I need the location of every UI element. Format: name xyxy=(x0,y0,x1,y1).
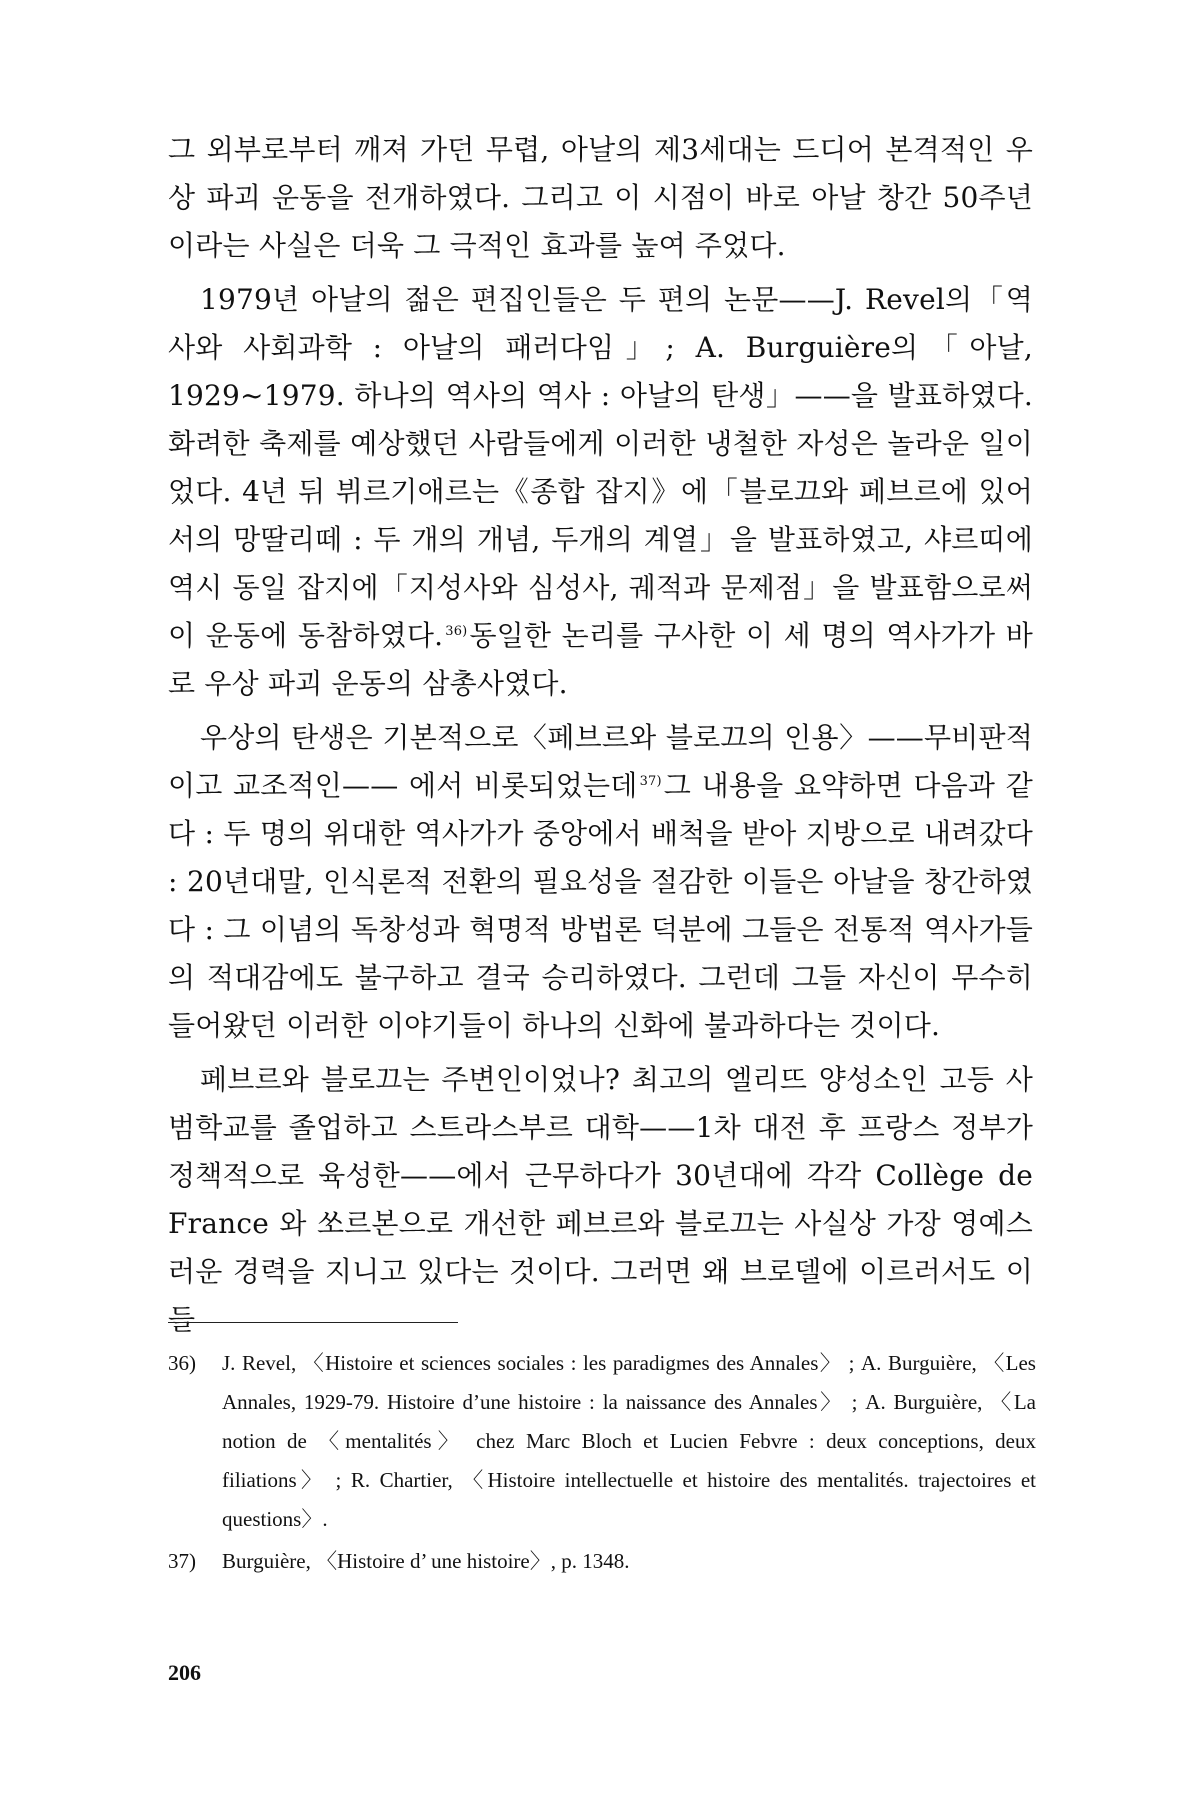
paragraph-3-text-after: 그 내용을 요약하면 다음과 같다 : 두 명의 위대한 역사가가 중앙에서 배척을 받아 지방으로 내려갔다 : 20년대말, 인식론적 전환의 필요성을 절감한 이들은 아날을 창간하였다 : 그 이념의 독창성과 혁명적 방법론 덕분에 그들은 전통적 역사가들의 적대감에도 불구하고 결국 승리하였다. 그런데 그들 자신이 무수히 들어왔던 이러한 이야기들이 하나의 신화에 불과하다는 것이다. xyxy=(168,769,1033,1042)
paragraph-4-text: 페브르와 블로끄는 주변인이었나? 최고의 엘리뜨 양성소인 고등 사범학교를 졸업하고 스트라스부르 대학——1차 대전 후 프랑스 정부가 정책적으로 육성한——에서 근무하다가 30년대에 각각 Collège de France 와 쏘르본으로 개선한 페브르와 블로끄는 사실상 가장 영예스러운 경력을 지니고 있다는 것이다. 그러면 왜 브로델에 이르러서도 이들 xyxy=(168,1063,1033,1336)
footnotes xyxy=(168,1344,1036,1584)
footnote-text: Burguière, 〈Histoire d’ une histoire〉, p. 1348. xyxy=(222,1549,630,1573)
footnote-number: 36) xyxy=(168,1351,196,1375)
paragraph-4 xyxy=(168,1056,1033,1344)
footnote-text: J. Revel, 〈Histoire et sciences sociales : les paradigmes des Annales〉 ; A. Burguière, 〈Les Annales, 1929-79. Histoire d’une histoire : la naissance des Annales〉 ; A. Burguière, 〈La notion de 〈mentalités〉 chez Marc Bloch et Lucien Febvre : deux conceptions, deux filiations〉 ; R. Chartier, 〈Histoire intellectuelle et histoire des mentalités. trajectoires et questions〉. xyxy=(222,1351,1036,1531)
footnote-divider xyxy=(168,1322,458,1323)
footnote-number: 37) xyxy=(168,1549,196,1573)
footnote-37 xyxy=(168,1542,1036,1581)
footnote-36 xyxy=(168,1344,1036,1539)
paragraph-2 xyxy=(168,276,1033,708)
page-number: 206 xyxy=(168,1660,201,1685)
footnote-ref-37[interactable]: 37) xyxy=(639,773,662,789)
paragraph-3 xyxy=(168,714,1033,1050)
paragraph-2-text-after: 동일한 논리를 구사한 이 세 명의 역사가가 바로 우상 파괴 운동의 삼총사였다. xyxy=(168,619,1033,700)
footnote-ref-36[interactable]: 36) xyxy=(445,623,468,639)
paragraph-1-text: 그 외부로부터 깨져 가던 무렵, 아날의 제3세대는 드디어 본격적인 우상 파괴 운동을 전개하였다. 그리고 이 시점이 바로 아날 창간 50주년이라는 사실은 더욱 그 극적인 효과를 높여 주었다. xyxy=(168,133,1033,262)
main-text xyxy=(168,126,1033,1350)
paragraph-2-text: 1979년 아날의 젊은 편집인들은 두 편의 논문——J. Revel의「역사와 사회과학 : 아날의 패러다임」; A. Burguière의「아날, 1929~1979. 하나의 역사의 역사 : 아날의 탄생」——을 발표하였다. 화려한 축제를 예상했던 사람들에게 이러한 냉철한 자성은 놀라운 일이었다. 4년 뒤 뷔르기애르는《종합 잡지》에「블로끄와 페브르에 있어서의 망딸리떼 : 두 개의 개념, 두개의 계열」을 발표하였고, 샤르띠에 역시 동일 잡지에「지성사와 심성사, 궤적과 문제점」을 발표함으로써 이 운동에 동참하였다. xyxy=(168,283,1033,652)
paragraph-3-text: 우상의 탄생은 기본적으로〈페브르와 블로끄의 인용〉——무비판적이고 교조적인—— 에서 비롯되었는데 xyxy=(168,721,1033,802)
paragraph-1 xyxy=(168,126,1033,270)
